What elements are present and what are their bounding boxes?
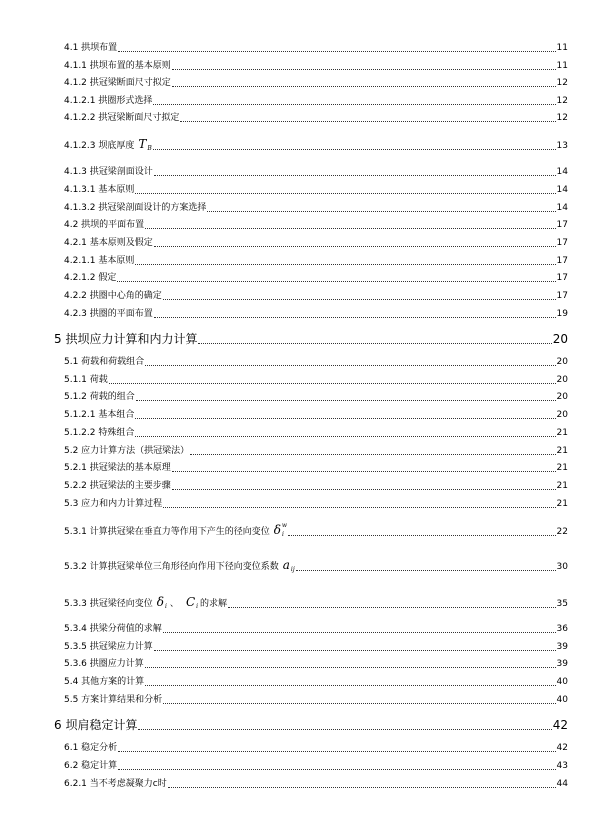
toc-page-number: 36 — [556, 624, 568, 634]
dot-leader — [138, 728, 551, 730]
toc-page-number: 17 — [556, 256, 568, 266]
toc-row[interactable] — [64, 659, 568, 670]
toc-page-number: 17 — [556, 220, 568, 230]
toc-row[interactable] — [64, 463, 568, 474]
dot-leader — [135, 417, 555, 419]
dot-leader — [172, 85, 556, 87]
math-symbol — [273, 522, 288, 538]
toc-entry-title — [64, 238, 153, 249]
toc-entry-text: 5.2.1 拱冠梁法的基本原理 — [64, 463, 171, 473]
math-subscript: i — [196, 603, 199, 610]
toc-entry-text: 5.1.2 荷载的组合 — [64, 392, 135, 402]
toc-page-number: 12 — [556, 96, 568, 106]
dot-leader — [145, 684, 555, 686]
toc-entry-text: 4.1.3.2 拱冠梁剖面设计的方案选择 — [64, 203, 207, 213]
toc-entry-title — [64, 203, 206, 214]
toc-page-number: 39 — [556, 642, 568, 652]
toc-entry-text: 4.2.1.1 基本原则 — [64, 256, 135, 266]
toc-row[interactable] — [64, 139, 568, 152]
toc-entry-title — [64, 309, 153, 320]
toc-page-number: 17 — [556, 238, 568, 248]
toc-entry-text: 4.1.2.2 拱冠梁断面尺寸拟定 — [64, 113, 180, 123]
dot-leader — [117, 280, 555, 282]
toc-entry-title — [64, 78, 171, 89]
toc-page-number: 21 — [556, 499, 568, 509]
math-symbol — [157, 597, 167, 610]
math-subscript: B — [147, 145, 152, 152]
math-symbol — [186, 597, 198, 610]
toc-row[interactable] — [64, 185, 568, 196]
toc-row[interactable] — [64, 43, 568, 54]
dot-leader — [154, 245, 556, 247]
toc-page-number: 14 — [556, 185, 568, 195]
dot-leader — [153, 103, 555, 105]
toc-entry-title — [64, 96, 152, 107]
toc-entry-title — [64, 139, 152, 152]
toc-page-number: 17 — [556, 291, 568, 301]
toc-page-number: 42 — [552, 718, 568, 732]
toc-page-number: 14 — [556, 167, 568, 177]
toc-entry-text: 5.2 应力计算方法（拱冠梁法） — [64, 446, 190, 456]
toc-row[interactable] — [64, 375, 568, 386]
dot-leader — [207, 210, 555, 212]
toc-entry-text: 5.3.6 拱圈应力计算 — [64, 659, 144, 669]
toc-entry-text: 5.1.1 荷载 — [64, 375, 108, 385]
dot-leader — [172, 470, 556, 472]
toc-entry-title — [64, 446, 189, 457]
dot-leader — [172, 68, 556, 70]
dot-leader — [109, 382, 556, 384]
toc-row[interactable] — [64, 392, 568, 403]
toc-row[interactable] — [64, 695, 568, 706]
toc-page-number: 11 — [556, 43, 568, 53]
toc-entry-text: 5.3.4 拱梁分荷值的求解 — [64, 624, 162, 634]
toc-row[interactable] — [64, 78, 568, 89]
toc-page-number: 12 — [556, 78, 568, 88]
toc-entry-text: 6.1 稳定分析 — [64, 743, 118, 753]
toc-entry-text: 6.2.1 当不考虑凝聚力c时 — [64, 779, 167, 789]
toc-entry-title — [64, 61, 171, 72]
dot-leader — [168, 786, 556, 788]
dot-leader — [154, 316, 556, 318]
toc-page-number: 20 — [556, 410, 568, 420]
toc-entry-title — [64, 185, 134, 196]
toc-row[interactable] — [64, 357, 568, 368]
dot-leader — [198, 342, 551, 344]
dot-leader — [145, 364, 555, 366]
dot-leader — [163, 631, 556, 633]
toc-page-number: 20 — [552, 332, 568, 346]
dot-leader — [172, 488, 556, 490]
toc-entry-title — [64, 220, 144, 231]
toc-entry-title — [64, 463, 171, 474]
toc-entry-title — [64, 481, 171, 492]
toc-page-number: 21 — [556, 428, 568, 438]
dot-leader — [145, 666, 556, 668]
math-symbol-base: δ — [273, 523, 281, 537]
math-symbol-base: C — [185, 595, 196, 609]
dot-leader — [190, 453, 555, 455]
dot-leader — [136, 399, 556, 401]
toc-entry-text: 5.3.1 计算拱冠梁在垂直力等作用下产生的径向变位 — [64, 527, 270, 537]
dot-leader — [118, 750, 555, 752]
math-subscript: i — [165, 603, 167, 610]
toc-row[interactable] — [64, 61, 568, 72]
toc-row[interactable] — [64, 96, 568, 107]
toc-page-number: 20 — [556, 375, 568, 385]
dot-leader — [163, 298, 556, 300]
toc-row[interactable] — [64, 428, 568, 439]
toc-page-number: 19 — [556, 309, 568, 319]
toc-entry-title — [64, 392, 135, 403]
toc-page-number: 40 — [556, 677, 568, 687]
toc-entry-title — [64, 597, 227, 610]
toc-row[interactable] — [64, 481, 568, 492]
toc-page-number: 44 — [556, 779, 568, 789]
toc-entry-title — [64, 522, 288, 538]
toc-entry-text: 5.3.2 计算拱冠梁单位三角形径向作用下径向变位系数 — [64, 562, 279, 572]
toc-entry-text: 4.2.2 拱圈中心角的确定 — [64, 291, 162, 301]
toc-entry-title — [64, 113, 179, 124]
toc-entry-title — [64, 779, 167, 790]
math-subscript: i — [282, 531, 284, 538]
toc-row[interactable] — [64, 167, 568, 178]
toc-entry-text: 4.2 拱坝的平面布置 — [64, 220, 145, 230]
toc-row[interactable] — [64, 113, 568, 124]
toc-entry-text: 5.4 其他方案的计算 — [64, 677, 145, 687]
toc-entry-text: 6.2 稳定计算 — [64, 761, 118, 771]
toc-entry-title — [64, 410, 134, 421]
toc-entry-text: 5 拱坝应力计算和内力计算 — [54, 332, 198, 346]
dot-leader — [118, 50, 555, 52]
toc-row[interactable] — [64, 499, 568, 510]
math-subscript: ij — [290, 566, 295, 573]
toc-chapter-row[interactable] — [54, 332, 568, 346]
toc-page-number: 42 — [556, 743, 568, 753]
toc-entry-title — [64, 167, 153, 178]
toc-entry-text: 4.1.2 拱冠梁断面尺寸拟定 — [64, 78, 171, 88]
toc-page-number: 12 — [556, 113, 568, 123]
toc-entry-text: 5.5 方案计算结果和分析 — [64, 695, 163, 705]
math-symbol-base: a — [282, 558, 290, 572]
toc-entry-title — [64, 273, 116, 284]
toc-entry-title — [64, 291, 162, 302]
separator: 、 — [169, 599, 179, 609]
toc-entry-text: 5.3.5 拱冠梁应力计算 — [64, 642, 153, 652]
toc-page-number: 21 — [556, 481, 568, 491]
toc-page-number: 14 — [556, 203, 568, 213]
toc-entry-title — [64, 560, 295, 573]
toc-entry-text: 5.1.2.1 基本组合 — [64, 410, 135, 420]
toc-page-number: 39 — [556, 659, 568, 669]
toc-entry-text: 4.2.1.2 假定 — [64, 273, 117, 283]
toc-entry-suffix: 的求解 — [200, 599, 228, 609]
math-symbol-base: δ — [156, 595, 164, 609]
toc-entry-text: 4.2.1 基本原则及假定 — [64, 238, 153, 248]
toc-entry-title — [64, 375, 108, 386]
toc-entry-title — [64, 499, 162, 510]
toc-row[interactable] — [64, 238, 568, 249]
toc-entry-title — [64, 428, 134, 439]
toc-page-number: 35 — [556, 599, 568, 609]
toc-row[interactable] — [64, 273, 568, 284]
toc-entry-title — [64, 256, 134, 267]
toc-row[interactable] — [64, 203, 568, 214]
dot-leader — [154, 649, 556, 651]
toc-row[interactable] — [64, 761, 568, 772]
toc-row[interactable] — [64, 743, 568, 754]
toc-entry-title — [54, 332, 197, 346]
dot-leader — [118, 768, 555, 770]
toc-page-number: 22 — [556, 527, 568, 537]
toc-page-number: 21 — [556, 446, 568, 456]
toc-entry-text: 4.1.2.1 拱圈形式选择 — [64, 96, 153, 106]
toc-page-number: 20 — [556, 357, 568, 367]
toc-entry-text: 4.2.3 拱圈的平面布置 — [64, 309, 153, 319]
dot-leader — [135, 263, 555, 265]
toc-entry-text: 6 坝肩稳定计算 — [54, 718, 138, 732]
dot-leader — [154, 174, 556, 176]
toc-entry-text: 5.3.3 拱冠梁径向变位 — [64, 599, 153, 609]
toc-entry-text: 5.1 荷载和荷载组合 — [64, 357, 145, 367]
toc-row[interactable] — [64, 220, 568, 231]
toc-chapter-row[interactable] — [54, 718, 568, 732]
toc-row[interactable] — [64, 446, 568, 457]
math-symbol-base: T — [138, 137, 147, 151]
dot-leader — [163, 702, 555, 704]
dot-leader — [163, 506, 555, 508]
toc-row[interactable] — [64, 677, 568, 688]
math-symbol — [283, 560, 295, 573]
toc-row[interactable] — [64, 642, 568, 653]
toc-entry-title — [64, 677, 144, 688]
toc-row[interactable] — [64, 410, 568, 421]
toc-page-number: 13 — [556, 141, 568, 151]
toc-entry-text: 5.2.2 拱冠梁法的主要步骤 — [64, 481, 171, 491]
toc-entry-text: 4.1 拱坝布置 — [64, 43, 118, 53]
toc-entry-text: 5.3 应力和内力计算过程 — [64, 499, 163, 509]
toc-page-number: 21 — [556, 463, 568, 473]
toc-entry-title — [64, 761, 117, 772]
toc-entry-title — [64, 695, 162, 706]
toc-row[interactable] — [64, 560, 568, 573]
toc-entry-text: 4.1.3.1 基本原则 — [64, 185, 135, 195]
toc-page-number: 40 — [556, 695, 568, 705]
toc-entry-title — [64, 43, 117, 54]
dot-leader — [228, 606, 555, 608]
toc-row[interactable] — [64, 291, 568, 302]
toc-page-number: 20 — [556, 392, 568, 402]
toc-entry-title — [64, 357, 144, 368]
toc-row[interactable] — [64, 256, 568, 267]
toc-row[interactable] — [64, 309, 568, 320]
toc-page-number: 17 — [556, 273, 568, 283]
toc-row[interactable] — [64, 624, 568, 635]
toc-entry-text: 4.1.3 拱冠梁剖面设计 — [64, 167, 153, 177]
toc-page-number: 30 — [556, 562, 568, 572]
dot-leader — [135, 192, 555, 194]
dot-leader — [153, 148, 556, 150]
toc-page-number: 11 — [556, 61, 568, 71]
toc-row[interactable] — [64, 522, 568, 538]
dot-leader — [135, 435, 555, 437]
toc-entry-title — [64, 659, 144, 670]
math-superscript: w — [281, 522, 288, 529]
toc-row[interactable] — [64, 597, 568, 610]
toc-entry-title — [64, 624, 162, 635]
toc-entry-text: 4.1.1 拱坝布置的基本原则 — [64, 61, 171, 71]
math-symbol — [138, 139, 151, 152]
toc-page-number: 43 — [556, 761, 568, 771]
dot-leader — [288, 534, 555, 536]
dot-leader — [180, 120, 555, 122]
toc-entry-text: 5.1.2.2 特殊组合 — [64, 428, 135, 438]
dot-leader — [145, 227, 555, 229]
toc-entry-text: 4.1.2.3 坝底厚度 — [64, 141, 135, 151]
toc-entry-title — [64, 743, 117, 754]
toc-entry-title — [64, 642, 153, 653]
dot-leader — [296, 569, 556, 571]
toc-entry-title — [54, 718, 137, 732]
toc-row[interactable] — [64, 779, 568, 790]
